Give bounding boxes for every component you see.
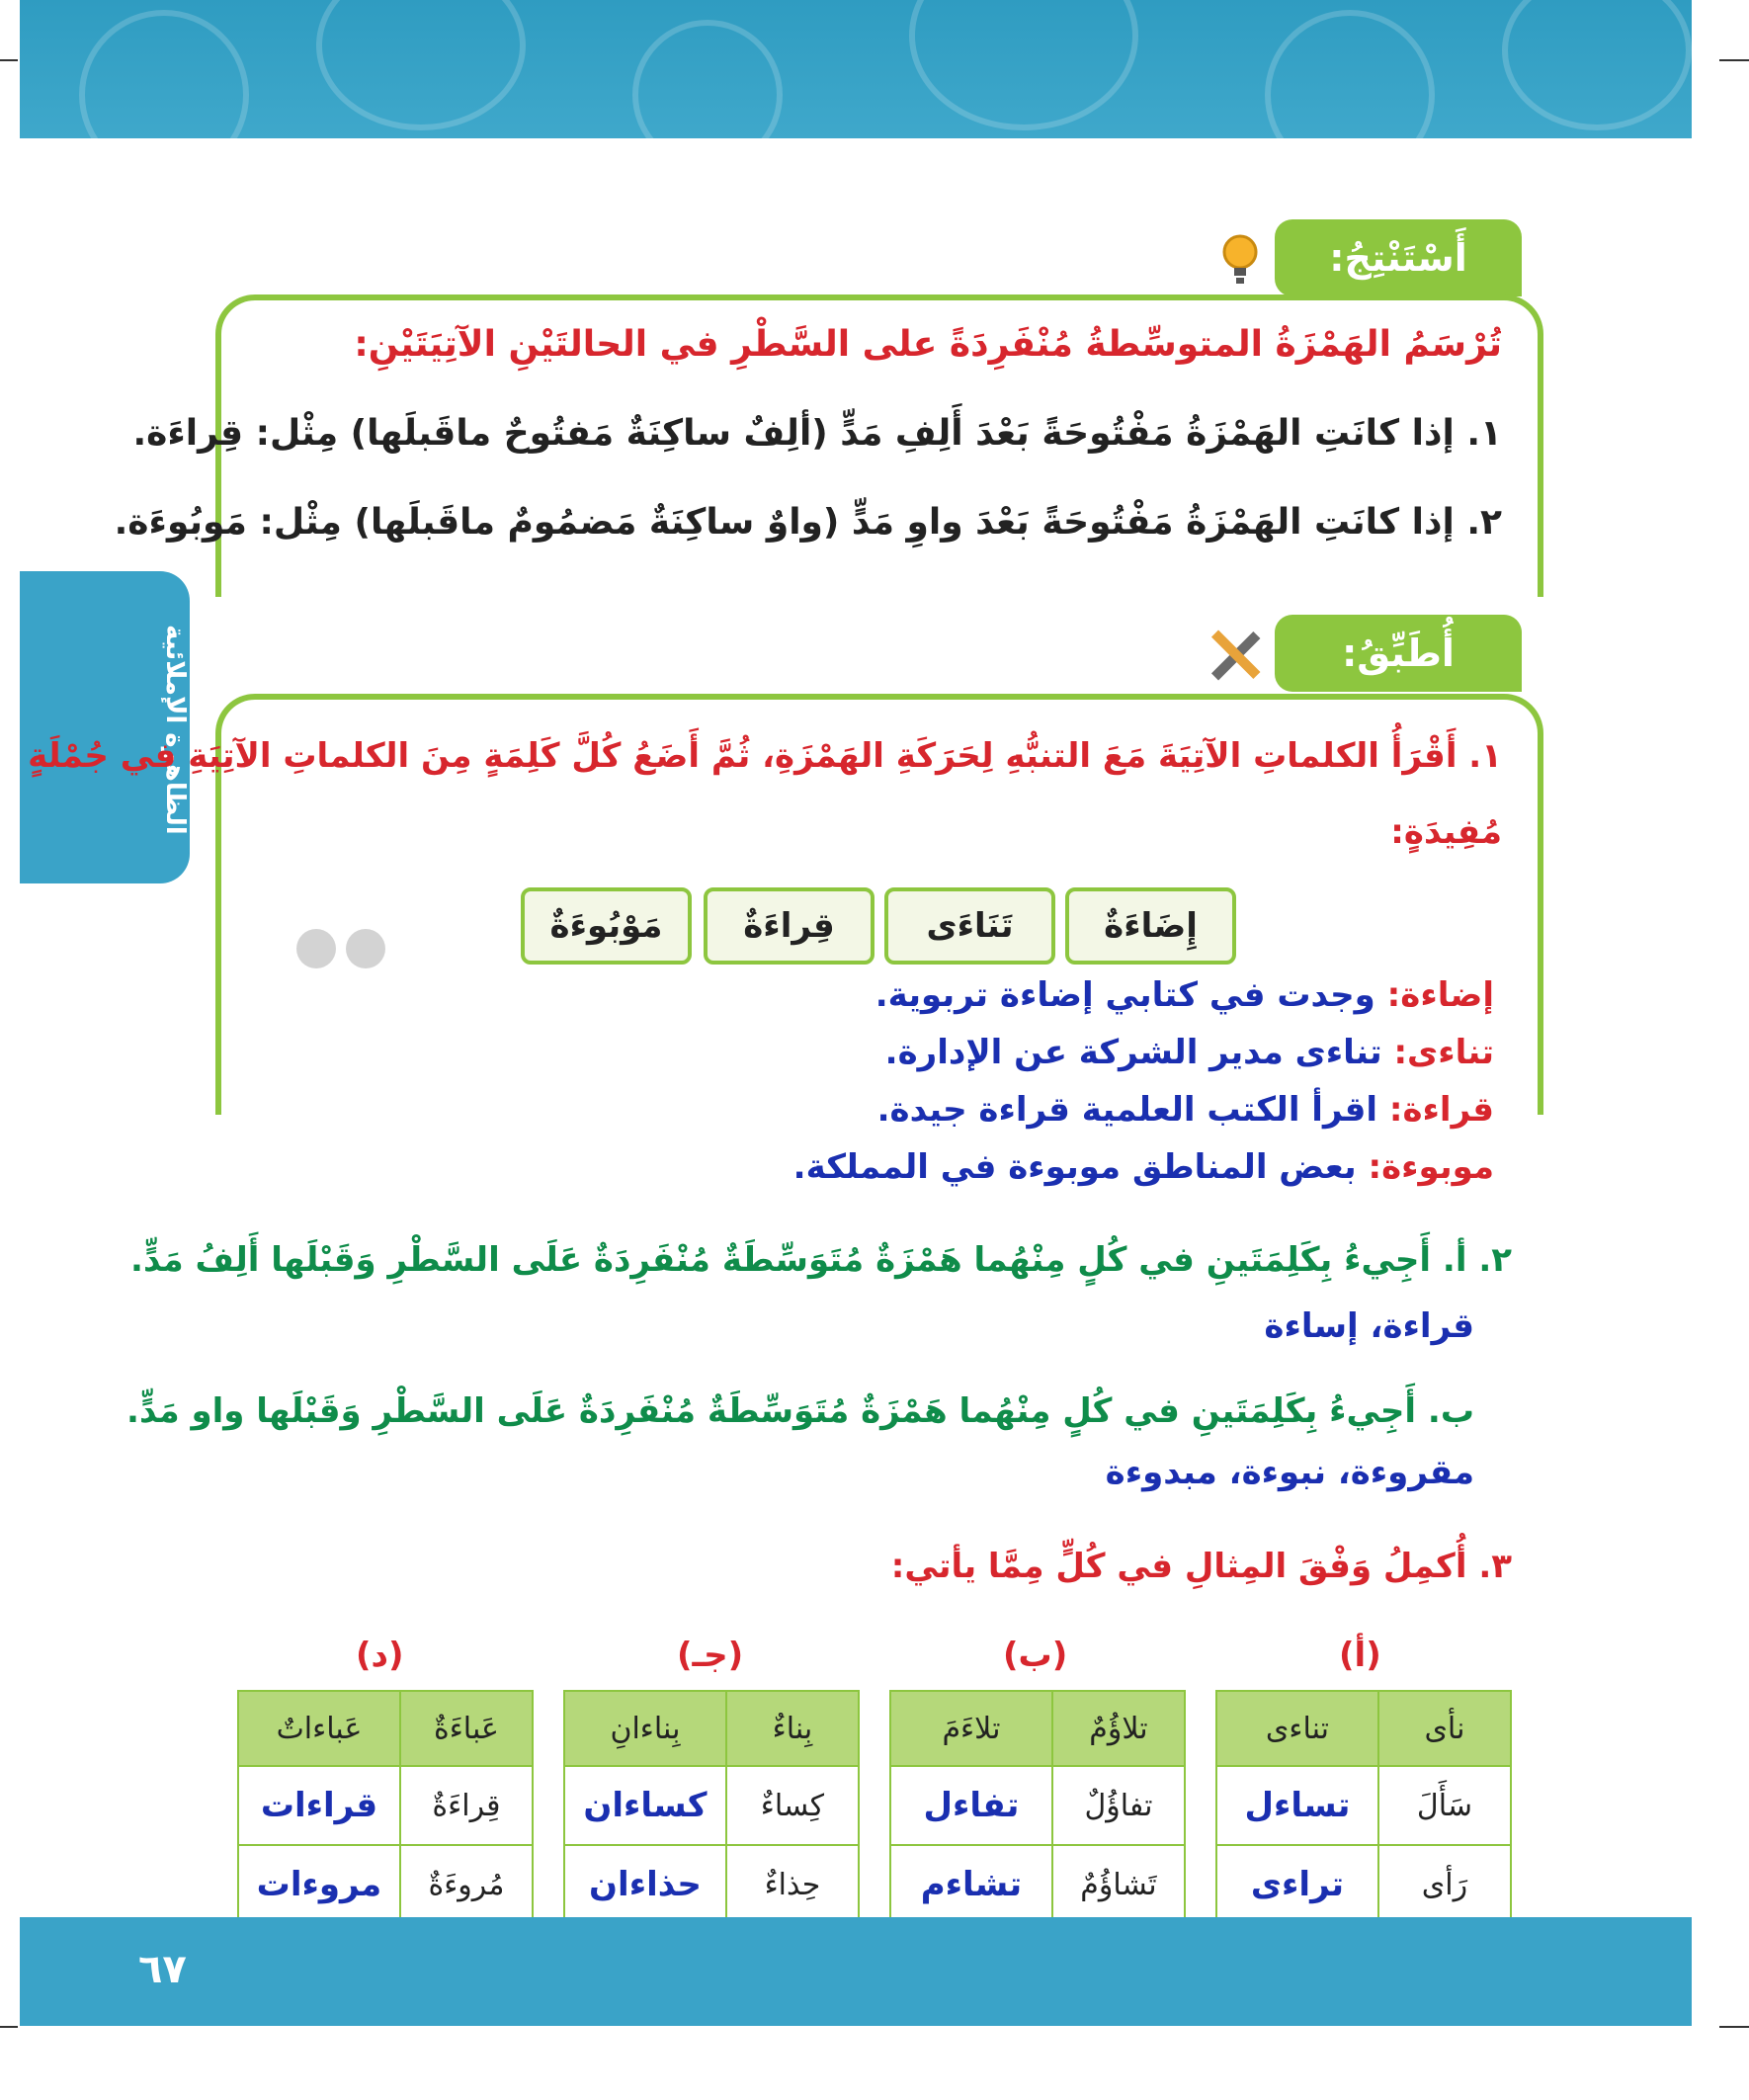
answer-line-1 — [875, 975, 1494, 1015]
table-header-cell: تناءى — [1216, 1691, 1378, 1766]
page-number: ٦٧ — [138, 1947, 187, 1992]
top-decorative-banner — [20, 0, 1692, 138]
apply-q2b-answer: مقروءة، نبوءة، مبدوءة — [1105, 1453, 1474, 1492]
table-label: (ب) — [1003, 1636, 1068, 1675]
table-header-cell: عَباءاتٌ — [238, 1691, 400, 1766]
conclude-rule-1: ١. إذا كانَتِ الهَمْزَةُ مَفْتُوحَةً بَعْدَ أَلِفِ مَدٍّ (ألِفٌ ساكِنَةٌ مَفتُوحٌ ماقَبلَها) مِثْل: قِراءَة. — [132, 413, 1502, 454]
conclude-header — [1275, 219, 1522, 296]
table-answer-cell: تشاءم — [890, 1845, 1052, 1924]
crop-mark — [1719, 59, 1749, 61]
answer-label: قراءة: — [1388, 1090, 1494, 1130]
table-cell: كِساءٌ — [726, 1766, 859, 1845]
example-table-d — [237, 1690, 534, 1925]
apply-q3: ٣. أُكمِلُ وَفْقَ المِثالِ في كُلٍّ مِمَّا يأتي: — [890, 1547, 1512, 1586]
table-header-cell: تلاءَمَ — [890, 1691, 1052, 1766]
table-answer-cell: تفاءل — [890, 1766, 1052, 1845]
table-cell: تَشاؤُمٌ — [1052, 1845, 1185, 1924]
table-cell: قِراءَةٌ — [400, 1766, 533, 1845]
crop-mark — [0, 2026, 18, 2028]
answer-label: موبوءة: — [1368, 1147, 1494, 1187]
table-answer-cell: تساءل — [1216, 1766, 1378, 1845]
side-chapter-tab — [20, 571, 190, 883]
table-label: (جـ) — [677, 1636, 744, 1675]
example-table-c — [563, 1690, 860, 1925]
table-header-cell: بِناءانِ — [564, 1691, 726, 1766]
decorative-dots — [287, 929, 385, 972]
bottom-banner — [20, 1917, 1692, 2026]
table-cell: سَأَلَ — [1378, 1766, 1511, 1845]
answer-line-4 — [793, 1147, 1494, 1187]
table-answer-cell: مروءات — [238, 1845, 400, 1924]
table-header-cell: تلاؤُمٌ — [1052, 1691, 1185, 1766]
table-label: (د) — [356, 1636, 404, 1675]
table-cell: حِذاءٌ — [726, 1845, 859, 1924]
apply-header-label: أُطَبِّقُ: — [1342, 631, 1455, 675]
example-table-a — [1215, 1690, 1512, 1925]
answer-text: اقرأ الكتب العلمية قراءة جيدة. — [876, 1090, 1378, 1130]
pencil-ruler-icon — [1201, 621, 1270, 690]
table-header-cell: عَباءَةٌ — [400, 1691, 533, 1766]
apply-q1-line2: مُفِيدَةٍ: — [1390, 812, 1502, 852]
answer-line-3 — [877, 1090, 1494, 1130]
word-box: إِضَاءَةٌ — [1065, 887, 1236, 965]
table-cell: مُروءَةٌ — [400, 1845, 533, 1924]
crop-mark — [0, 59, 18, 61]
apply-q2b: ب. أَجِيءُ بِكَلِمَتَينِ في كُلٍ مِنْهُما هَمْزَةٌ مُتَوَسِّطَةٌ مُنْفَرِدَةٌ عَلَى السَّطْرِ وَقَبْلَها واو مَدٍّ. — [126, 1391, 1474, 1431]
example-table-b — [889, 1690, 1186, 1925]
conclude-header-label: أَسْتَنْتِجُ: — [1329, 236, 1467, 280]
lightbulb-question-icon — [1206, 225, 1275, 294]
conclude-intro: تُرْسَمُ الهَمْزَةُ المتوسِّطةُ مُنْفَرِدَةً على السَّطْرِ في الحالتَيْنِ الآتِيَتَيْنِ: — [354, 324, 1502, 365]
table-header-cell: نأى — [1378, 1691, 1511, 1766]
answer-text: وجدت في كتابي إضاءة تربوية. — [874, 975, 1375, 1015]
table-answer-cell: حذاءان — [564, 1845, 726, 1924]
table-answer-cell: قراءات — [238, 1766, 400, 1845]
answer-text: بعض المناطق موبوءة في المملكة. — [792, 1147, 1357, 1187]
table-label: (أ) — [1339, 1636, 1381, 1675]
apply-q2a: ٢. أ. أَجِيءُ بِكَلِمَتَينِ في كُلٍ مِنْهُما هَمْزَةٌ مُتَوَسِّطَةٌ مُنْفَرِدَةٌ عَلَى السَّطْرِ وَقَبْلَها أَلِفُ مَدٍّ. — [130, 1240, 1512, 1280]
table-answer-cell: تراءى — [1216, 1845, 1378, 1924]
answer-text: تناءى مدير الشركة عن الإدارة. — [884, 1033, 1382, 1072]
word-box: قِراءَةٌ — [704, 887, 874, 965]
word-box: تَنَاءَى — [884, 887, 1055, 965]
apply-q2a-answer: قراءة، إساءة — [1264, 1306, 1474, 1346]
answer-label: تناءى: — [1393, 1033, 1494, 1072]
apply-q1-line1: ١. أَقْرَأُ الكلماتِ الآتِيَةَ مَعَ التنبُّهِ لِحَرَكَةِ الهَمْزَةِ، ثُمَّ أَضَعُ كُلَّ كَلِمَةٍ مِنَ الكلماتِ الآتِيَةِ في جُمْلَةٍ — [28, 736, 1502, 776]
apply-header — [1275, 615, 1522, 692]
side-tab-label: الظاهرة الإملائية — [160, 624, 190, 835]
table-answer-cell: كساءان — [564, 1766, 726, 1845]
answer-line-2 — [885, 1033, 1494, 1072]
table-cell: تفاؤُلٌ — [1052, 1766, 1185, 1845]
answer-label: إضاءة: — [1386, 975, 1494, 1015]
table-cell: رَأى — [1378, 1845, 1511, 1924]
table-header-cell: بِناءٌ — [726, 1691, 859, 1766]
conclude-rule-2: ٢. إذا كانَتِ الهَمْزَةُ مَفْتُوحَةً بَعْدَ واوِ مَدٍّ (واوٌ ساكِنَةٌ مَضمُومٌ ماقَبلَها) مِثْل: مَوبُوءَة. — [114, 502, 1502, 543]
word-box: مَوْبُوءَةٌ — [521, 887, 692, 965]
crop-mark — [1719, 2026, 1749, 2028]
